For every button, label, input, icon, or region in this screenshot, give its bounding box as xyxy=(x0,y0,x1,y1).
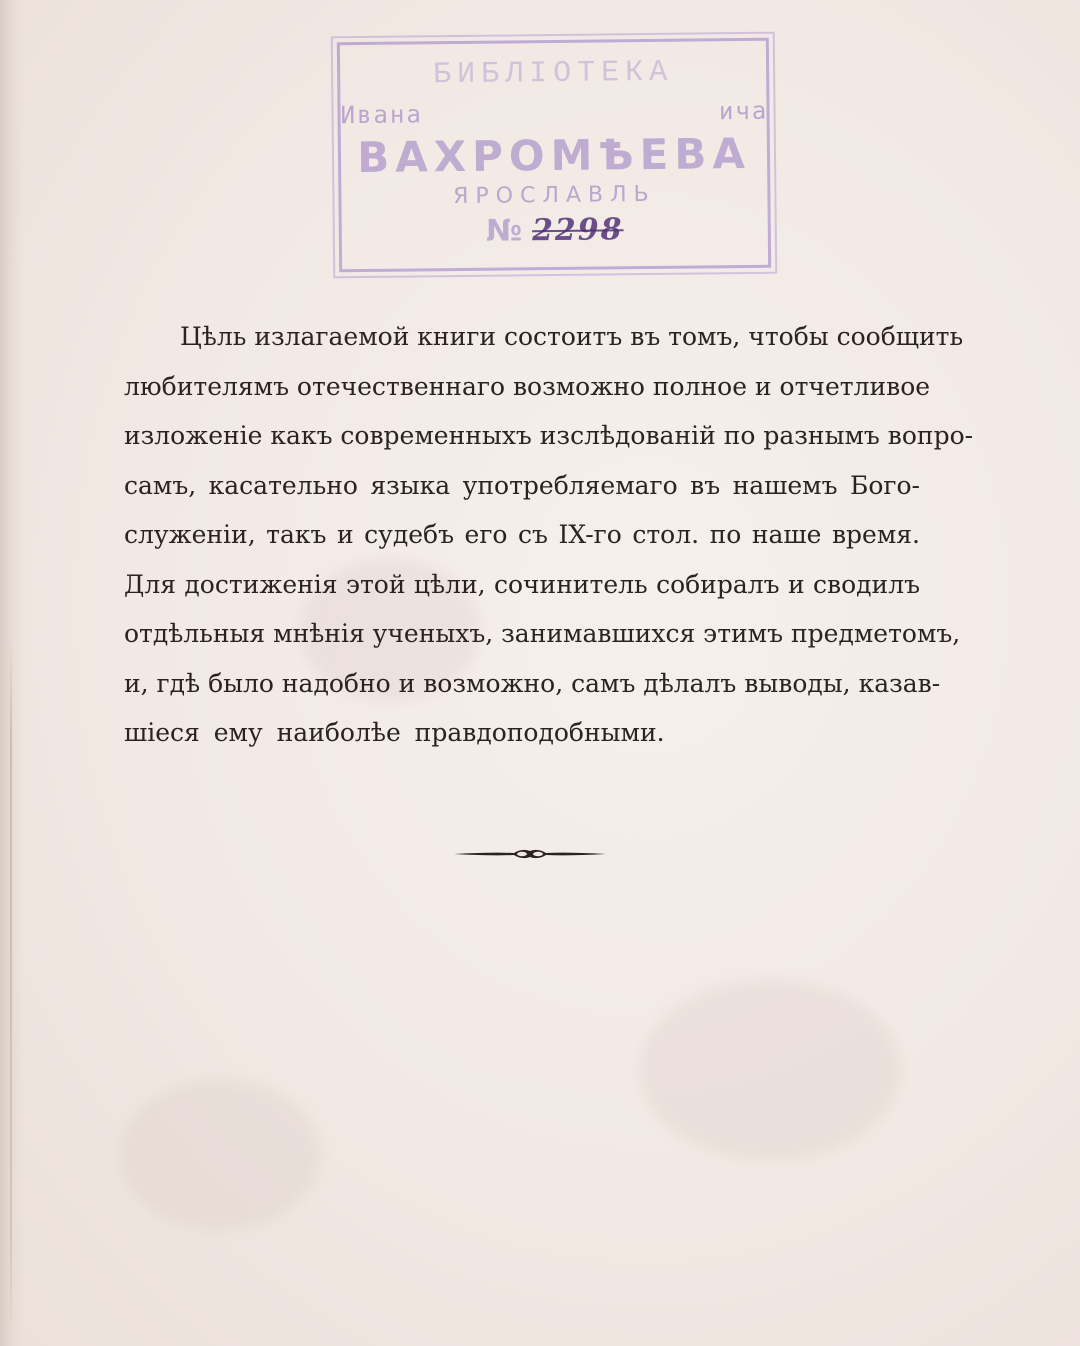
text-line: шіеся ему наиболѣе правдоподобными. xyxy=(124,718,665,747)
stamp-city: ЯРОСЛАВЛЬ xyxy=(453,181,656,210)
page-fold-crease xyxy=(10,640,12,1340)
library-stamp xyxy=(337,38,771,273)
text-line: изложеніе какъ современныхъ изслѣдованій по разнымъ вопро- xyxy=(124,421,974,450)
text-line: Цѣль излагаемой книги состоитъ въ томъ, чтобы сообщить xyxy=(180,322,964,351)
text-line: служеніи, такъ и судебъ его съ IX-го стол. по наше время. xyxy=(124,520,920,549)
ornament-divider-icon xyxy=(452,842,608,866)
text-line: самъ, касательно языка употребляемаго въ нашемъ Бого- xyxy=(124,470,920,500)
body-paragraph xyxy=(124,312,974,758)
stamp-number-value: 2298 xyxy=(531,212,624,249)
page-fold-shadow xyxy=(0,0,24,1346)
stamp-owner-last-name: ВАХРОМѢЕВА xyxy=(356,128,752,183)
text-line: Для достиженія этой цѣли, сочинитель собиралъ и сводилъ xyxy=(124,569,920,599)
stamp-number xyxy=(342,211,768,250)
stamp-owner-first-name: Ивана ича xyxy=(340,96,769,130)
text-line: отдѣльныя мнѣнія ученыхъ, занимавшихся этимъ предметомъ, xyxy=(124,619,961,648)
paper-stain xyxy=(640,980,900,1160)
stamp-number-label: № xyxy=(485,213,525,249)
text-line: любителямъ отечественнаго возможно полное и отчетливое xyxy=(124,371,931,401)
stamp-title: БИБЛІОТЕКА xyxy=(432,55,674,93)
paper-stain xyxy=(120,1080,320,1230)
text-line: и, гдѣ было надобно и возможно, самъ дѣлалъ выводы, казав- xyxy=(124,668,941,698)
